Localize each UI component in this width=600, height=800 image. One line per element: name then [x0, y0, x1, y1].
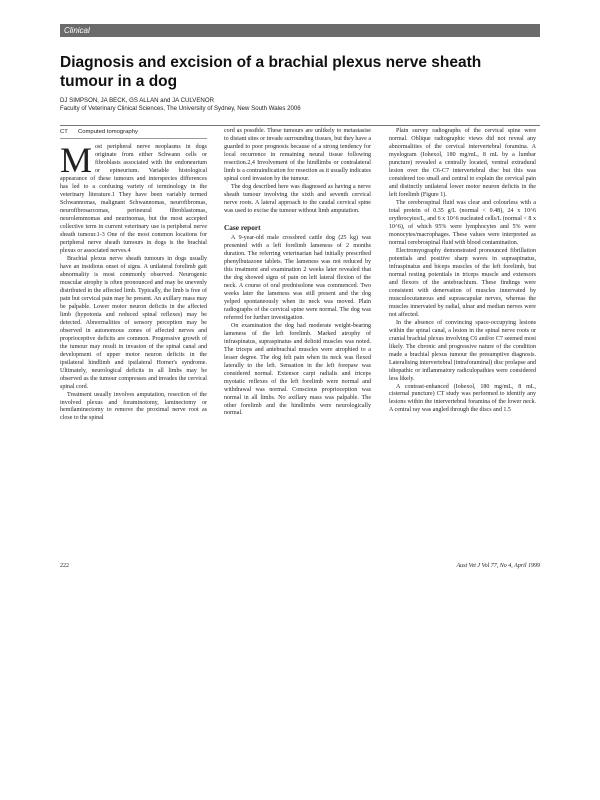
author-names: DJ SIMPSON, JA BECK, GS ALLAN and JA CULVENOR: [60, 97, 214, 104]
journal-citation: Aust Vet J Vol 77, No 4, April 1999: [456, 563, 540, 569]
abbreviation-meaning: Computed tomography: [78, 129, 138, 135]
article-title: Diagnosis and excision of a brachial plexus nerve sheath tumour in a dog: [60, 54, 482, 90]
intro-paragraph: [60, 140, 207, 256]
body-paragraph: The cerebrospinal fluid was clear and colourless with a total protein of 0.35 g/L (normal < 0.48), 24 x 10^6 erythrocytes/L, and 6 x 10^6 nucleated cells/L (normal < 8 x 10^6), of which 95% were lymphocytes and 5% were monocytes/macrophages. These values were interpreted as normal cerebrospinal fluid with blood contamination.: [389, 199, 536, 246]
drop-cap: M: [60, 140, 93, 180]
body-paragraph: The dog described here was diagnosed as having a nerve sheath tumour involving the sixth and seventh cervical nerve roots. A lateral approach to the caudal cervical spine was used to excise the tumour without limb amputation.: [224, 183, 371, 214]
intro-text: ost peripheral nerve neoplasms in dogs originate from either Schwann cells or fibroblasts associated with the endoneurium or epineurium. Variable histological appearance of these tumours and interspecies differences has led to a confusing variety of terminology in the veterinary literature.1 They have been variably termed Schwannomas, malignant Schwannomas, neurofibromas, neurofibrosarcomas, perineural fibroblastomas, neurolemmomas and neurinomas, but the most accepted collective term in current veterinary use is peripheral nerve sheath tumour.1-3 One of the most common locations for peripheral nerve sheath tumours in dogs is the brachial plexus or associated nerves.4: [60, 144, 207, 254]
section-heading-case-report: Case report: [224, 222, 261, 232]
author-block: [60, 97, 540, 113]
abbreviation-box: [60, 128, 207, 139]
body-paragraph: cord as possible. These tumours are unlikely to metastasise to distant sites or invade surrounding tissues, but they have a guarded to poor prognosis because of a strong tendency for local recurrence in remaining neural tissue following resection.2,4 Involvement of the hindlimbs or contralateral limb is a contraindication for resection as it usually indicates spinal cord invasion by the tumour.: [224, 128, 371, 182]
header-divider: [60, 125, 540, 126]
abbreviation-code: CT: [60, 129, 68, 135]
body-paragraph: Electromyography demonstrated pronounced fibrillation potentials and positive sharp waves in supraspinatus, infraspinatus and biceps muscles of the left forelimb, but normal resting potentials in triceps muscle and extensors and flexors of the antebrachium. These findings were consistent with denervation of muscles innervated by musculocutaneous and suprascapular nerves, whereas the muscles innervated by radial, ulnar and median nerves were not affected.: [389, 247, 536, 318]
section-label: Clinical: [64, 26, 90, 35]
section-banner: [60, 24, 540, 37]
author-affiliation: Faculty of Veterinary Clinical Sciences, The University of Sydney, New South Wales 2006: [60, 105, 301, 112]
page-number: 222: [60, 563, 69, 569]
body-paragraph: Brachial plexus nerve sheath tumours in dogs usually have an insidious onset of signs. A unilateral forelimb gait abnormality is most commonly observed. Neurogenic muscular atrophy is often pronounced and may be unevenly distributed in the affected limb. Typically, the limb is free of pain but cervical pain may be present. An axillary mass may be palpable. Lower motor neuron deficits in the affected limb (hypotonia and reduced spinal reflexes) may be detected. Abnormalities of sensory perception may be observed in autonomous zones of affected nerves and proprioceptive deficits are common. Progressive growth of the tumour may result in invasion of the spinal canal and development of upper motor neuron deficits in the ipsilateral hindlimb and ipsilateral Horner's syndrome. Ultimately, neurological deficits in all limbs may be observed as the tumour compresses and invades the cervical spinal cord.: [60, 255, 207, 390]
text-column-3: [389, 128, 536, 415]
text-column-2: [224, 128, 371, 418]
body-paragraph: A contrast-enhanced (Iohexol, 180 mg/mL, 8 mL, cisternal puncture) CT study was performed to identify any lesions within the intervertebral foramina of the lower neck. A central ray was angled through the discs and 1.5: [389, 383, 536, 414]
body-paragraph: Plain survey radiographs of the cervical spine were normal. Oblique radiographic views did not reveal any abnormalities of the cervical intervertebral foramina. A myelogram (Iohexol, 180 mg/mL, 8 mL by a lumbar puncture) revealed a centrally located, ventral extradural lesion over the C6-C7 intervertebral disc but this was considered too small and central to explain the cervical pain and distinctly unilateral lower motor neuron deficits in the left forelimb (Figure 1).: [389, 128, 536, 198]
body-paragraph: On examination the dog had moderate weight-bearing lameness of the left forelimb. Marked atrophy of infraspinatus, supraspinatus and deltoid muscles was noted. The triceps and antebrachial muscles were atrophied to a lesser degree. The dog felt pain when its neck was flexed laterally to the left. Sensation in the left forepaw was considered normal. Extensor carpi radialis and triceps myotatic reflexes of the left forelimb were normal and withdrawal was normal. Conscious proprioception was normal in all limbs. No axillary mass was palpable. The other forelimb and the hindlimbs were neurologically normal.: [224, 322, 371, 417]
body-paragraph: In the absence of convincing space-occupying lesions within the spinal canal, a lesion in the spinal nerve roots or cranial brachial plexus involving C6 and/or C7 seemed most likely. The chronic and progressive nature of the condition made a brachial plexus tumour the presumptive diagnosis. Lateralising intervertebral (intraforaminal) disc prolapse and idiopathic or inflammatory radiculopathies were considered less likely.: [389, 319, 536, 382]
text-column-1: [60, 128, 207, 423]
body-paragraph: Treatment usually involves amputation, resection of the involved plexus and foraminotomy, laminectomy or hemilaminectomy to remove the proximal nerve root as close to the spinal: [60, 391, 207, 422]
body-paragraph: A 9-year-old male crossbred cattle dog (25 kg) was presented with a left forelimb lameness of 2 months duration. The referring veterinarian had initially prescribed phenylbutazone tablets. The lameness was not reduced by this treatment and examination 2 weeks later revealed that the dog showed signs of pain on left lateral flexion of the neck. A course of oral prednisolone was commenced. Two weeks later the lameness was still present and the dog yelped spontaneously when its neck was moved. Plain radiographs of the cervical spine were normal. The dog was referred for further investigation.: [224, 234, 371, 321]
